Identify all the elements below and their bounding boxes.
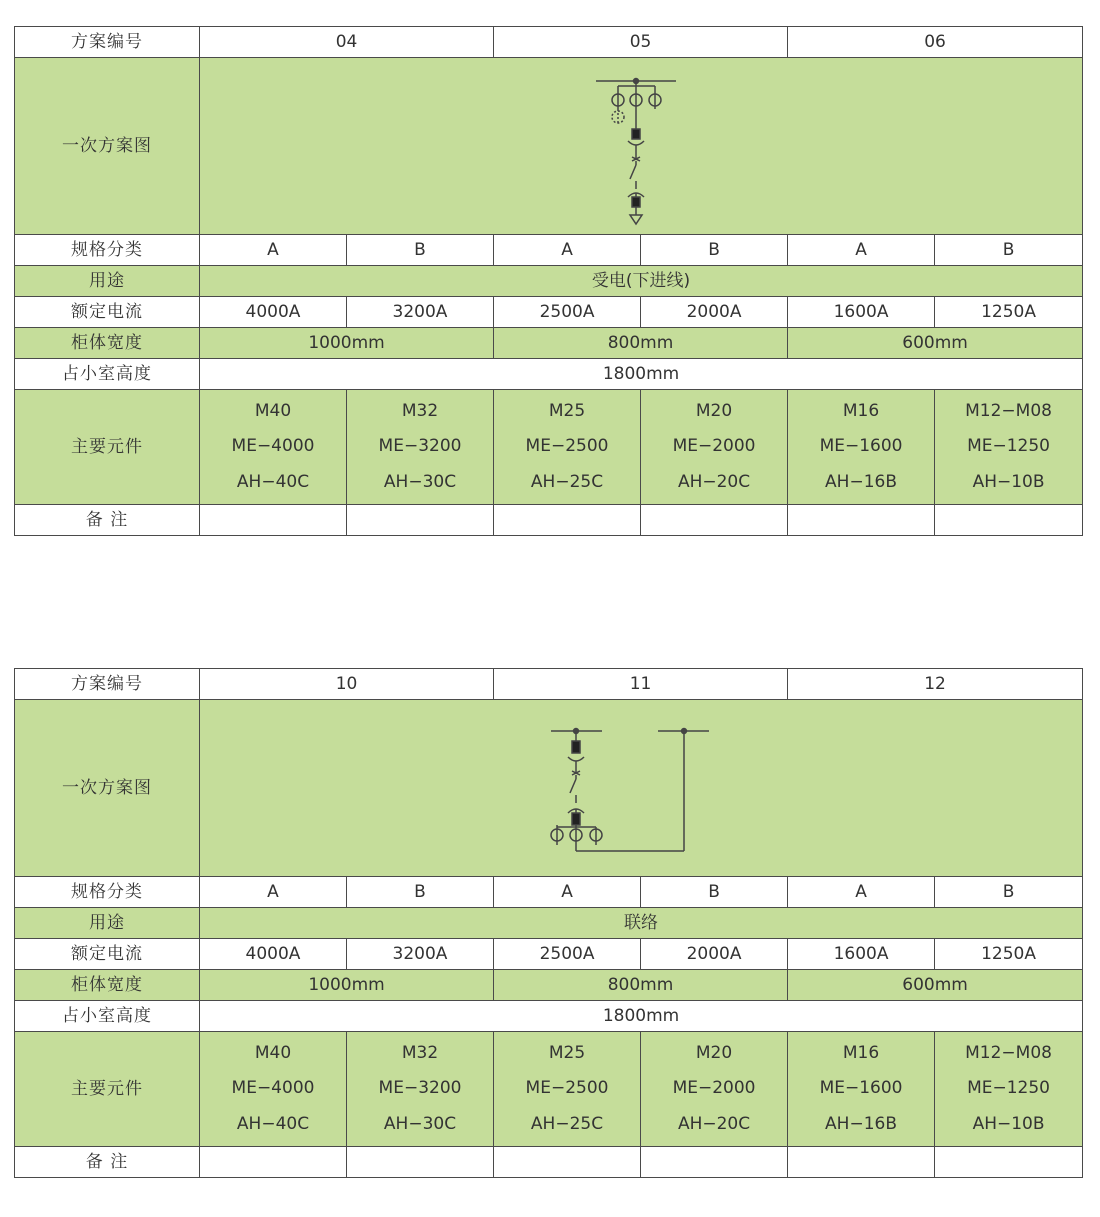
incoming-feeder-diagram <box>200 61 1082 231</box>
current-value: 1250A <box>935 939 1083 970</box>
remark-cell <box>494 505 641 536</box>
spec-value: A <box>494 877 641 908</box>
component-cell: M20 ME−2000 AH−20C <box>641 390 788 505</box>
label-rated-current: 额定电流 <box>15 297 200 328</box>
remark-cell <box>494 1147 641 1178</box>
remark-cell <box>200 1147 347 1178</box>
label-cabinet-width: 柜体宽度 <box>15 970 200 1001</box>
width-value: 600mm <box>788 970 1083 1001</box>
remark-cell <box>347 1147 494 1178</box>
spec-value: B <box>641 235 788 266</box>
remark-cell <box>347 505 494 536</box>
scheme-table-2 <box>14 668 1083 1178</box>
label-remark: 备 注 <box>15 505 200 536</box>
current-value: 1600A <box>788 297 935 328</box>
height-value: 1800mm <box>200 359 1083 390</box>
width-value: 800mm <box>494 970 788 1001</box>
scheme-number: 06 <box>788 27 1083 58</box>
remark-cell <box>788 1147 935 1178</box>
spec-value: A <box>200 235 347 266</box>
scheme-number: 04 <box>200 27 494 58</box>
label-cabinet-width: 柜体宽度 <box>15 328 200 359</box>
label-rated-current: 额定电流 <box>15 939 200 970</box>
component-cell: M25 ME−2500 AH−25C <box>494 1032 641 1147</box>
component-cell: M16 ME−1600 AH−16B <box>788 390 935 505</box>
usage-value: 受电(下进线) <box>200 266 1083 297</box>
component-cell: M40 ME−4000 AH−40C <box>200 390 347 505</box>
scheme-number: 11 <box>494 669 788 700</box>
component-cell: M32 ME−3200 AH−30C <box>347 390 494 505</box>
label-primary-diagram: 一次方案图 <box>15 700 200 877</box>
height-value: 1800mm <box>200 1001 1083 1032</box>
spec-value: A <box>200 877 347 908</box>
label-scheme-number: 方案编号 <box>15 669 200 700</box>
primary-diagram-cell <box>200 58 1083 235</box>
component-cell: M16 ME−1600 AH−16B <box>788 1032 935 1147</box>
label-spec-category: 规格分类 <box>15 877 200 908</box>
scheme-number: 10 <box>200 669 494 700</box>
bus-tie-diagram <box>200 703 1082 873</box>
width-value: 600mm <box>788 328 1083 359</box>
label-compartment-height: 占小室高度 <box>15 1001 200 1032</box>
label-primary-diagram: 一次方案图 <box>15 58 200 235</box>
spec-value: B <box>935 877 1083 908</box>
label-main-components: 主要元件 <box>15 390 200 505</box>
label-scheme-number: 方案编号 <box>15 27 200 58</box>
component-cell: M25 ME−2500 AH−25C <box>494 390 641 505</box>
spec-value: A <box>494 235 641 266</box>
current-value: 1600A <box>788 939 935 970</box>
component-cell: M20 ME−2000 AH−20C <box>641 1032 788 1147</box>
spec-value: B <box>641 877 788 908</box>
remark-cell <box>641 505 788 536</box>
current-value: 4000A <box>200 939 347 970</box>
primary-diagram-cell <box>200 700 1083 877</box>
current-value: 4000A <box>200 297 347 328</box>
remark-cell <box>935 505 1083 536</box>
spec-value: B <box>347 235 494 266</box>
remark-cell <box>935 1147 1083 1178</box>
component-cell: M12−M08 ME−1250 AH−10B <box>935 390 1083 505</box>
width-value: 800mm <box>494 328 788 359</box>
scheme-number: 12 <box>788 669 1083 700</box>
usage-value: 联络 <box>200 908 1083 939</box>
label-usage: 用途 <box>15 908 200 939</box>
current-value: 2000A <box>641 297 788 328</box>
current-value: 2500A <box>494 297 641 328</box>
label-main-components: 主要元件 <box>15 1032 200 1147</box>
remark-cell <box>200 505 347 536</box>
current-value: 3200A <box>347 297 494 328</box>
component-cell: M40 ME−4000 AH−40C <box>200 1032 347 1147</box>
current-value: 2000A <box>641 939 788 970</box>
spec-value: A <box>788 877 935 908</box>
label-remark: 备 注 <box>15 1147 200 1178</box>
spec-value: B <box>347 877 494 908</box>
component-cell: M12−M08 ME−1250 AH−10B <box>935 1032 1083 1147</box>
label-compartment-height: 占小室高度 <box>15 359 200 390</box>
scheme-table-1 <box>14 26 1083 536</box>
scheme-number: 05 <box>494 27 788 58</box>
spec-value: A <box>788 235 935 266</box>
current-value: 1250A <box>935 297 1083 328</box>
component-cell: M32 ME−3200 AH−30C <box>347 1032 494 1147</box>
remark-cell <box>788 505 935 536</box>
width-value: 1000mm <box>200 328 494 359</box>
remark-cell <box>641 1147 788 1178</box>
width-value: 1000mm <box>200 970 494 1001</box>
label-spec-category: 规格分类 <box>15 235 200 266</box>
current-value: 2500A <box>494 939 641 970</box>
spec-value: B <box>935 235 1083 266</box>
label-usage: 用途 <box>15 266 200 297</box>
current-value: 3200A <box>347 939 494 970</box>
